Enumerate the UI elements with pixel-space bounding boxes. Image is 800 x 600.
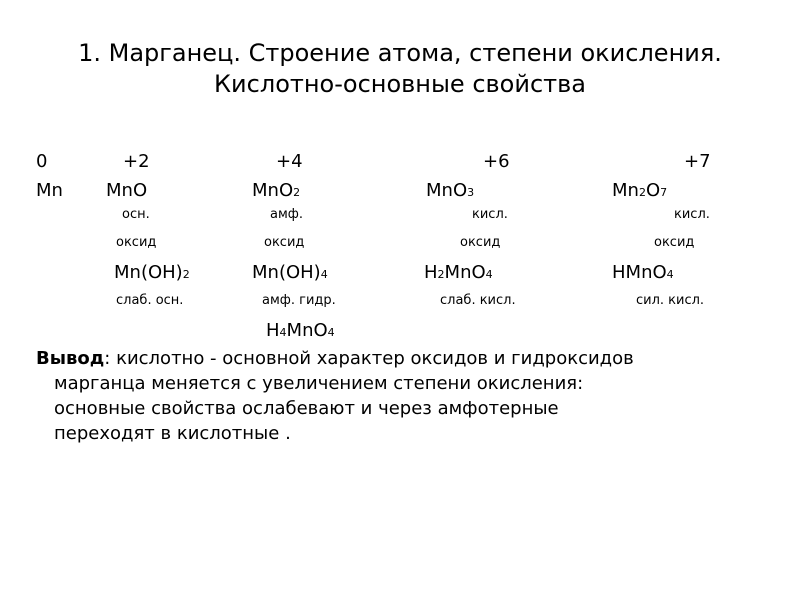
oxide-word-7: оксид — [654, 235, 695, 250]
conclusion-paragraph — [36, 346, 756, 446]
element-symbol: Mn — [36, 180, 63, 201]
oxide-mn2o7: Mn2O7 — [612, 180, 668, 201]
hydroxide-mnoh4: Mn(OH)4 — [252, 262, 328, 283]
slide-title — [0, 38, 800, 100]
state-2: +2 — [123, 151, 150, 172]
title-line-2: Кислотно-основные свойства — [214, 70, 586, 98]
oxide-type-7: кисл. — [674, 207, 710, 222]
oxide-mno: MnO — [106, 180, 148, 201]
oxide-mno2: MnO2 — [252, 180, 301, 201]
acid-h4mno4: H4MnO4 — [266, 320, 335, 341]
state-4: +4 — [276, 151, 303, 172]
oxide-word-4: оксид — [264, 235, 305, 250]
oxide-word-6: оксид — [460, 235, 501, 250]
conclusion-line-2: марганца меняется с увеличением степени окисления: — [54, 373, 584, 394]
hydroxide-mnoh2: Mn(OH)2 — [114, 262, 190, 283]
conclusion-line-1: Вывод: кислотно - основной характер оксидов и гидроксидов — [36, 348, 634, 369]
oxide-type-6: кисл. — [472, 207, 508, 222]
oxide-word-2: оксид — [116, 235, 157, 250]
title-line-1: 1. Марганец. Строение атома, степени окисления. — [78, 39, 722, 67]
hydroxide-type-4: амф. гидр. — [262, 293, 336, 308]
conclusion-line-4: переходят в кислотные . — [54, 423, 291, 444]
conclusion-line-3: основные свойства ослабевают и через амфотерные — [54, 398, 559, 419]
state-7: +7 — [684, 151, 711, 172]
hydroxide-type-7: сил. кисл. — [636, 293, 705, 308]
oxide-type-2: осн. — [122, 207, 150, 222]
oxide-mno3: MnO3 — [426, 180, 475, 201]
hydroxide-type-6: слаб. кисл. — [440, 293, 516, 308]
acid-hmno4: HMnO4 — [612, 262, 674, 283]
state-0: 0 — [36, 151, 48, 172]
hydroxide-type-2: слаб. осн. — [116, 293, 184, 308]
acid-h2mno4: H2MnO4 — [424, 262, 493, 283]
state-6: +6 — [483, 151, 510, 172]
conclusion-label: Вывод — [36, 348, 105, 369]
oxide-type-4: амф. — [270, 207, 304, 222]
